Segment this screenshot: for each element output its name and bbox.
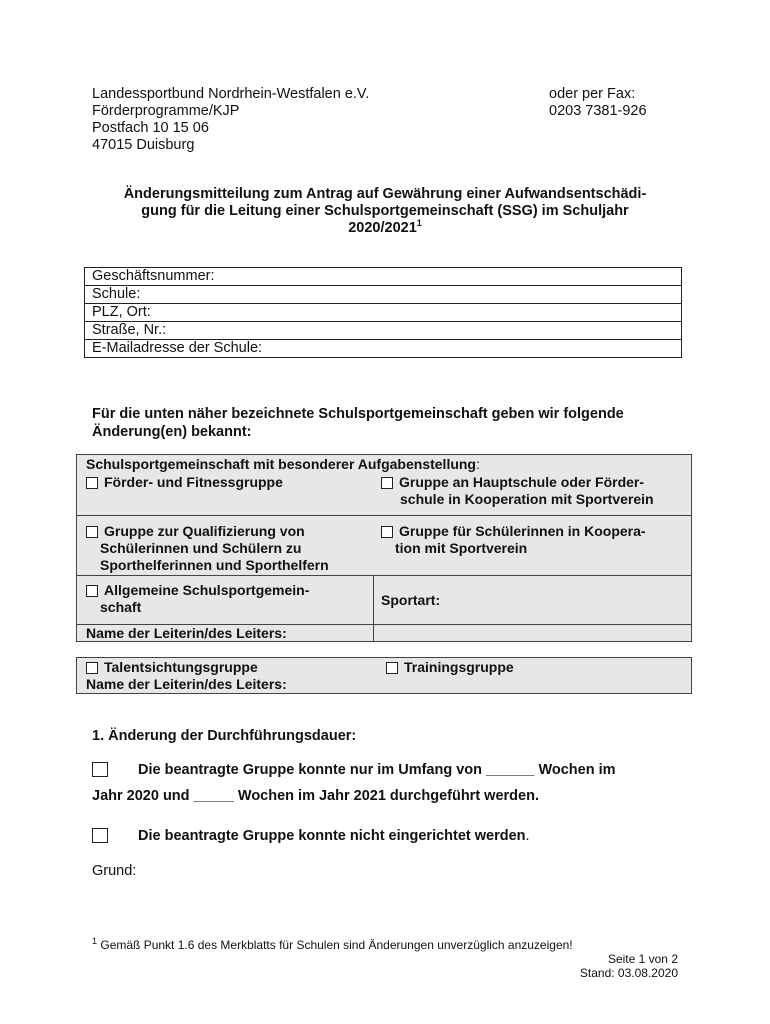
option-foerder-fitness[interactable] (86, 474, 283, 491)
option-qualifizierung-line1-wrap (86, 523, 376, 540)
option-talentsichtung[interactable] (86, 659, 258, 676)
checkbox-schuelerinnen[interactable] (381, 526, 393, 538)
option-training-label: Trainingsgruppe (404, 659, 514, 675)
page-footer (480, 952, 678, 980)
reduced-duration-line-2: Jahr 2020 und _____ Wochen im Jahr 2021 durchgeführt werden. (92, 788, 539, 804)
checkbox-qualifizierung[interactable] (86, 526, 98, 538)
checkbox-hauptschule[interactable] (381, 477, 393, 489)
option-allgemein-line2: schaft (100, 599, 142, 615)
intro-line-1: Für die unten näher bezeichnete Schulsportgemeinschaft geben wir folgende (92, 406, 624, 422)
option-foerder-fitness-label: Förder- und Fitnessgruppe (104, 474, 283, 490)
not-established-period: . (525, 828, 530, 844)
ssg-box (76, 454, 692, 642)
divider (77, 515, 691, 516)
address-line-org: Landessportbund Nordrhein-Westfalen e.V. (92, 86, 370, 102)
document-title (80, 186, 690, 237)
ssg-heading-colon: : (475, 456, 480, 472)
option-hauptschule-line2: schule in Kooperation mit Sportverein (400, 491, 654, 507)
field-strasse[interactable]: Straße, Nr.: (85, 322, 681, 340)
not-established-text: Die beantragte Gruppe konnte nicht eingerichtet werden (138, 828, 526, 844)
address-line-dept: Förderprogramme/KJP (92, 103, 240, 119)
option-allgemein-line1: Allgemeine Schulsportgemein- (104, 582, 310, 598)
section1-heading: 1. Änderung der Durchführungsdauer: (92, 728, 357, 744)
option-training[interactable] (386, 659, 514, 676)
footnote-mark: 1 (92, 936, 98, 946)
option-talentsichtung-label: Talentsichtungsgruppe (104, 659, 258, 675)
ssg-heading-wrap (86, 456, 686, 473)
address-line-postbox: Postfach 10 15 06 (92, 120, 209, 136)
sportart-label: Sportart: (381, 592, 441, 608)
stand-date: Stand: 03.08.2020 (579, 966, 678, 980)
reduced-duration-line-1: Die beantragte Gruppe konnte nur im Umfang von ______ Wochen im (138, 762, 616, 778)
intro-line-2: Änderung(en) bekannt: (92, 424, 252, 440)
title-footnote-mark: 1 (416, 218, 422, 229)
title-line-1: Änderungsmitteilung zum Antrag auf Gewährung einer Aufwandsentschädi- (123, 186, 647, 202)
checkbox-talentsichtung[interactable] (86, 662, 98, 674)
option-qualifizierung-line2: Schülerinnen und Schülern zu (100, 540, 302, 556)
divider (77, 575, 691, 576)
option-hauptschule-line1: Gruppe an Hauptschule oder Förder- (399, 474, 645, 490)
field-geschaeftsnummer[interactable]: Geschäftsnummer: (85, 268, 681, 286)
intro-text (92, 405, 692, 441)
recipient-address (92, 86, 369, 154)
option-hauptschule[interactable] (381, 474, 691, 508)
title-line-3-wrap (80, 220, 690, 237)
field-schule[interactable]: Schule: (85, 286, 681, 304)
address-line-city: 47015 Duisburg (92, 137, 195, 153)
footnote (92, 938, 692, 952)
ssg-heading: Schulsportgemeinschaft mit besonderer Aufgabenstellung (86, 456, 476, 472)
checkbox-allgemein[interactable] (86, 585, 98, 597)
option-allgemein[interactable] (86, 582, 376, 616)
checkbox-reduced-duration[interactable] (92, 762, 108, 777)
not-established-text-wrap (138, 827, 698, 845)
page-number: Seite 1 von 2 (607, 952, 678, 966)
school-info-table (84, 267, 682, 358)
title-line-2: gung für die Leitung einer Schulsportgemeinschaft (SSG) im Schuljahr (141, 203, 629, 219)
option-qualifizierung[interactable] (86, 523, 376, 574)
checkbox-training[interactable] (386, 662, 398, 674)
fax-number: 0203 7381-926 (549, 103, 647, 119)
fax-block (549, 86, 647, 120)
option-qualifizierung-line3: Sporthelferinnen und Sporthelfern (100, 557, 329, 573)
option-hauptschule-line1-wrap (381, 474, 691, 491)
fax-label: oder per Fax: (549, 86, 636, 102)
option-qualifizierung-line1: Gruppe zur Qualifizierung von (104, 523, 305, 539)
field-email[interactable]: E-Mailadresse der Schule: (92, 340, 263, 356)
field-plz-ort[interactable]: PLZ, Ort: (85, 304, 681, 322)
option-schuelerinnen[interactable] (381, 523, 691, 557)
checkbox-foerder-fitness[interactable] (86, 477, 98, 489)
option-schuelerinnen-line1-wrap (381, 523, 691, 540)
footnote-text: Gemäß Punkt 1.6 des Merkblatts für Schulen sind Änderungen unverzüglich anzuzeigen! (100, 938, 573, 952)
option-schuelerinnen-line2: tion mit Sportverein (395, 540, 528, 556)
talent-leader-label: Name der Leiterin/des Leiters: (86, 676, 287, 692)
talent-box (76, 657, 692, 694)
grund-label: Grund: (92, 863, 137, 879)
ssg-leader-input[interactable] (374, 625, 691, 641)
ssg-leader-label: Name der Leiterin/des Leiters: (86, 625, 287, 641)
checkbox-not-established[interactable] (92, 828, 108, 843)
title-line-3: 2020/2021 (348, 220, 417, 236)
option-schuelerinnen-line1: Gruppe für Schülerinnen in Koopera- (399, 523, 646, 539)
option-allgemein-line1-wrap (86, 582, 376, 599)
